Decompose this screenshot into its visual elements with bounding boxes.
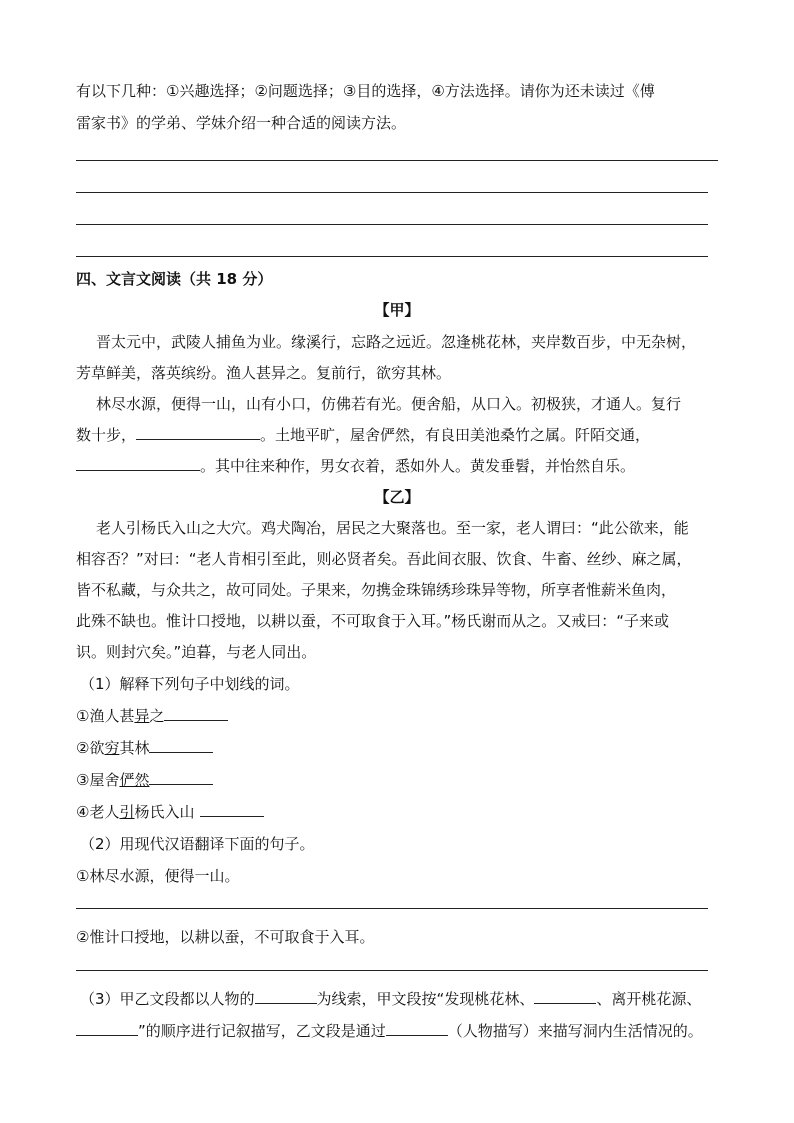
passage-jia-line [76, 424, 650, 446]
item-text: 其林 [119, 739, 150, 757]
item-text: 杨氏入山 [134, 803, 195, 821]
passage-jia-text: 。其中往来种作，男女衣着，悉如外人。黄发垂髫，并怡然自乐。 [200, 457, 636, 475]
underlined-word: 引 [119, 803, 135, 821]
intro-line-2: 雷家书》的学弟、学妹介绍一种合适的阅读方法。 [76, 114, 407, 132]
fill-blank[interactable] [76, 455, 200, 471]
answer-line[interactable] [76, 908, 708, 909]
fill-blank[interactable] [255, 988, 317, 1004]
passage-yi-line: 老人引杨氏入山之大穴。鸡犬陶冶，居民之大聚落也。至一家，老人谓曰：“此公欲来，能 [96, 519, 689, 537]
fill-blank[interactable] [200, 801, 264, 817]
intro-line-1: 有以下几种：①兴趣选择；②问题选择；③目的选择，④方法选择。请你为还未读过《傅 [76, 82, 655, 100]
question-1-item [76, 801, 264, 823]
underlined-word: 俨然 [119, 771, 150, 789]
fill-blank[interactable] [76, 1020, 138, 1036]
question-1-item [76, 705, 228, 727]
passage-yi-label: 【乙】 [374, 488, 420, 506]
q3-text: 、离开桃花源、 [596, 990, 702, 1008]
fill-blank[interactable] [149, 737, 213, 753]
question-2-sentence: ①林尽水源，便得一山。 [76, 867, 240, 885]
answer-line[interactable] [76, 256, 708, 257]
passage-yi-line: 此殊不缺也。惟计口授地，以耕以蚕，不可取食于入耳。”杨氏谢而从之。又戒曰：“子来或 [76, 612, 670, 630]
underlined-word: 异 [134, 707, 150, 725]
passage-jia-line: 晋太元中，武陵人捕鱼为业。缘溪行，忘路之远近。忽逢桃花林，夹岸数百步，中无杂树， [96, 333, 697, 351]
question-1-prompt: （1）解释下列句子中划线的词。 [80, 675, 300, 693]
answer-line[interactable] [76, 970, 708, 971]
q3-text: （3）甲乙文段都以人物的 [80, 990, 255, 1008]
passage-jia-label: 【甲】 [374, 301, 420, 319]
fill-blank[interactable] [149, 769, 213, 785]
fill-blank[interactable] [164, 705, 228, 721]
answer-line[interactable] [76, 224, 708, 225]
item-text: ②欲 [76, 739, 105, 757]
passage-yi-line: 识。则封穴矣。”迫暮，与老人同出。 [76, 643, 317, 661]
question-3-line [80, 988, 701, 1010]
passage-jia-line: 芳草鲜美，落英缤纷。渔人甚异之。复前行，欲穷其林。 [76, 364, 452, 382]
item-text: ④老人 [76, 803, 120, 821]
section-heading: 四、文言文阅读（共 18 分） [76, 270, 273, 288]
q3-text: ”的顺序进行记叙描写，乙文段是通过 [138, 1022, 386, 1040]
question-3-line [76, 1020, 703, 1042]
item-text: 之 [149, 707, 165, 725]
passage-jia-text: 数十步， [76, 426, 137, 444]
question-2-prompt: （2）用现代汉语翻译下面的句子。 [80, 835, 315, 853]
q3-text: 为线索，甲文段按“发现桃花林、 [316, 990, 535, 1008]
item-text: ③屋舍 [76, 771, 120, 789]
passage-jia-line [76, 455, 635, 477]
q3-text: （人物描写）来描写洞内生活情况的。 [447, 1022, 703, 1040]
passage-yi-line: 皆不私藏，与众共之，故可同处。子果来，勿携金珠锦绣珍珠异等物，所享者惟薪米鱼肉， [76, 581, 677, 599]
answer-line[interactable] [76, 192, 708, 193]
fill-blank[interactable] [534, 988, 596, 1004]
passage-jia-text: 。土地平旷，屋舍俨然，有良田美池桑竹之属。阡陌交通， [260, 426, 651, 444]
passage-yi-line: 相容否？”对曰：“老人肯相引至此，则必贤者矣。吾此间衣服、饮食、牛畜、丝纱、麻之属， [76, 550, 692, 568]
item-text: ①渔人甚 [76, 707, 135, 725]
question-2-sentence: ②惟计口授地，以耕以蚕，不可取食于入耳。 [76, 928, 375, 946]
fill-blank[interactable] [136, 424, 260, 440]
fill-blank[interactable] [386, 1020, 448, 1036]
answer-line[interactable] [76, 160, 718, 161]
question-1-item [76, 737, 213, 759]
passage-jia-line: 林尽水源，便得一山，山有小口，仿佛若有光。便舍船，从口入。初极狭，才通人。复行 [96, 395, 682, 413]
underlined-word: 穷 [104, 739, 120, 757]
question-1-item [76, 769, 213, 791]
